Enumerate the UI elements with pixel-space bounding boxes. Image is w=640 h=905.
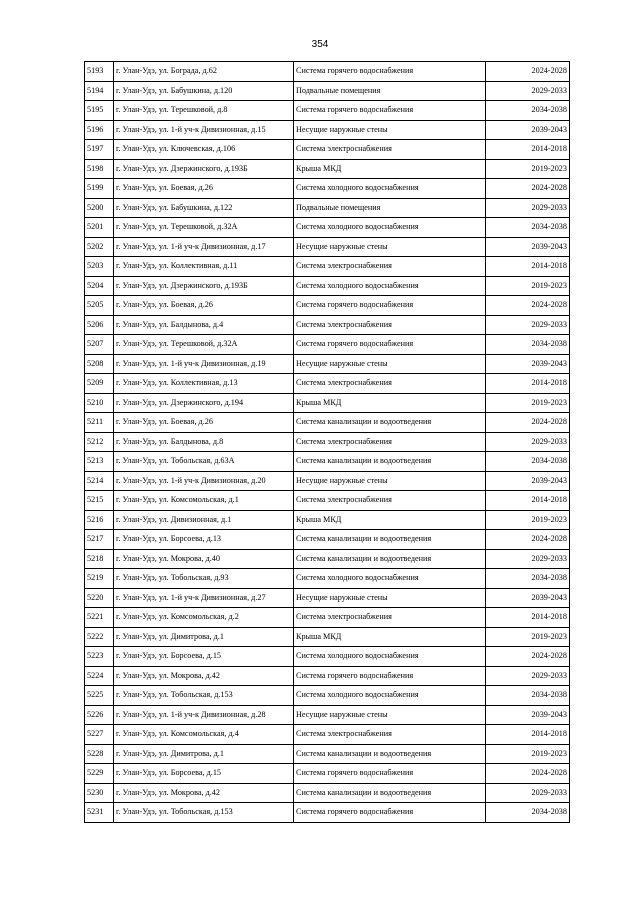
row-number-cell: 5215 <box>85 491 114 511</box>
building-system-cell: Система электроснабжения <box>294 432 486 452</box>
address-cell: г. Улан-Удэ, ул. Комсомольская, д.4 <box>114 725 294 745</box>
row-number-cell: 5204 <box>85 276 114 296</box>
row-number-cell: 5207 <box>85 335 114 355</box>
repair-period-cell: 2034-2038 <box>486 101 570 121</box>
row-number-cell: 5222 <box>85 627 114 647</box>
building-system-cell: Система электроснабжения <box>294 257 486 277</box>
row-number-cell: 5208 <box>85 354 114 374</box>
building-system-cell: Система горячего водоснабжения <box>294 666 486 686</box>
building-system-cell: Система электроснабжения <box>294 491 486 511</box>
row-number-cell: 5201 <box>85 218 114 238</box>
table-row <box>85 510 570 530</box>
repair-period-cell: 2029-2033 <box>486 315 570 335</box>
address-cell: г. Улан-Удэ, ул. Тобольская, д.93 <box>114 569 294 589</box>
row-number-cell: 5230 <box>85 783 114 803</box>
row-number-cell: 5219 <box>85 569 114 589</box>
row-number-cell: 5216 <box>85 510 114 530</box>
row-number-cell: 5227 <box>85 725 114 745</box>
building-system-cell: Система горячего водоснабжения <box>294 62 486 82</box>
repair-period-cell: 2014-2018 <box>486 257 570 277</box>
table-row <box>85 120 570 140</box>
row-number-cell: 5210 <box>85 393 114 413</box>
row-number-cell: 5223 <box>85 647 114 667</box>
table-row <box>85 764 570 784</box>
table-body <box>85 62 570 823</box>
table-row <box>85 549 570 569</box>
address-cell: г. Улан-Удэ, ул. Тобольская, д.153 <box>114 803 294 823</box>
address-cell: г. Улан-Удэ, ул. 1-й уч-к Дивизионная, д.17 <box>114 237 294 257</box>
repair-period-cell: 2034-2038 <box>486 686 570 706</box>
building-system-cell: Крыша МКД <box>294 393 486 413</box>
building-system-cell: Несущие наружные стены <box>294 354 486 374</box>
repair-period-cell: 2029-2033 <box>486 81 570 101</box>
building-system-cell: Система канализации и водоотведения <box>294 783 486 803</box>
row-number-cell: 5198 <box>85 159 114 179</box>
building-system-cell: Система канализации и водоотведения <box>294 549 486 569</box>
address-cell: г. Улан-Удэ, ул. Дивизионная, д.1 <box>114 510 294 530</box>
row-number-cell: 5217 <box>85 530 114 550</box>
table-row <box>85 140 570 160</box>
address-cell: г. Улан-Удэ, ул. Комсомольская, д.2 <box>114 608 294 628</box>
table-row <box>85 257 570 277</box>
row-number-cell: 5224 <box>85 666 114 686</box>
table-row <box>85 81 570 101</box>
table-row <box>85 101 570 121</box>
repair-period-cell: 2014-2018 <box>486 608 570 628</box>
table-row <box>85 452 570 472</box>
table-row <box>85 725 570 745</box>
repair-period-cell: 2029-2033 <box>486 666 570 686</box>
repair-period-cell: 2039-2043 <box>486 588 570 608</box>
building-system-cell: Система горячего водоснабжения <box>294 764 486 784</box>
building-system-cell: Система холодного водоснабжения <box>294 276 486 296</box>
repair-period-cell: 2029-2033 <box>486 783 570 803</box>
table-row <box>85 705 570 725</box>
row-number-cell: 5195 <box>85 101 114 121</box>
repair-period-cell: 2039-2043 <box>486 354 570 374</box>
building-system-cell: Подвальные помещения <box>294 81 486 101</box>
address-cell: г. Улан-Удэ, ул. 1-й уч-к Дивизионная, д.27 <box>114 588 294 608</box>
table-row <box>85 237 570 257</box>
building-system-cell: Система электроснабжения <box>294 140 486 160</box>
address-cell: г. Улан-Удэ, ул. 1-й уч-к Дивизионная, д.28 <box>114 705 294 725</box>
repair-period-cell: 2024-2028 <box>486 647 570 667</box>
address-cell: г. Улан-Удэ, ул. Бабушкина, д.120 <box>114 81 294 101</box>
address-cell: г. Улан-Удэ, ул. Боевая, д.26 <box>114 179 294 199</box>
building-system-cell: Несущие наружные стены <box>294 588 486 608</box>
building-system-cell: Система холодного водоснабжения <box>294 647 486 667</box>
row-number-cell: 5203 <box>85 257 114 277</box>
repair-period-cell: 2029-2033 <box>486 432 570 452</box>
repair-period-cell: 2019-2023 <box>486 276 570 296</box>
repair-period-cell: 2034-2038 <box>486 452 570 472</box>
address-cell: г. Улан-Удэ, ул. 1-й уч-к Дивизионная, д.15 <box>114 120 294 140</box>
address-cell: г. Улан-Удэ, ул. Боевая, д.26 <box>114 413 294 433</box>
address-cell: г. Улан-Удэ, ул. Борсоева, д.15 <box>114 764 294 784</box>
address-cell: г. Улан-Удэ, ул. Бограда, д.62 <box>114 62 294 82</box>
repair-period-cell: 2039-2043 <box>486 705 570 725</box>
address-cell: г. Улан-Удэ, ул. Димитрова, д.1 <box>114 627 294 647</box>
building-system-cell: Подвальные помещения <box>294 198 486 218</box>
table-row <box>85 62 570 82</box>
address-cell: г. Улан-Удэ, ул. Борсоева, д.13 <box>114 530 294 550</box>
row-number-cell: 5212 <box>85 432 114 452</box>
repair-period-cell: 2029-2033 <box>486 549 570 569</box>
repair-period-cell: 2024-2028 <box>486 62 570 82</box>
table-row <box>85 335 570 355</box>
table-row <box>85 491 570 511</box>
building-system-cell: Несущие наружные стены <box>294 120 486 140</box>
table-row <box>85 432 570 452</box>
address-cell: г. Улан-Удэ, ул. Коллективная, д.11 <box>114 257 294 277</box>
building-system-cell: Система электроснабжения <box>294 315 486 335</box>
table-row <box>85 393 570 413</box>
address-cell: г. Улан-Удэ, ул. Терешковой, д.32А <box>114 218 294 238</box>
address-cell: г. Улан-Удэ, ул. Боевая, д.26 <box>114 296 294 316</box>
repair-period-cell: 2034-2038 <box>486 803 570 823</box>
row-number-cell: 5194 <box>85 81 114 101</box>
repair-period-cell: 2039-2043 <box>486 120 570 140</box>
table-row <box>85 530 570 550</box>
repair-period-cell: 2024-2028 <box>486 296 570 316</box>
table-row <box>85 803 570 823</box>
row-number-cell: 5193 <box>85 62 114 82</box>
table-row <box>85 296 570 316</box>
repair-period-cell: 2014-2018 <box>486 140 570 160</box>
building-system-cell: Крыша МКД <box>294 510 486 530</box>
repair-period-cell: 2019-2023 <box>486 744 570 764</box>
address-cell: г. Улан-Удэ, ул. Комсомольская, д.1 <box>114 491 294 511</box>
address-cell: г. Улан-Удэ, ул. Дзержинского, д.193Б <box>114 159 294 179</box>
repair-period-cell: 2024-2028 <box>486 179 570 199</box>
row-number-cell: 5231 <box>85 803 114 823</box>
repair-schedule-table <box>84 61 570 823</box>
table-row <box>85 569 570 589</box>
repair-period-cell: 2024-2028 <box>486 530 570 550</box>
building-system-cell: Система канализации и водоотведения <box>294 452 486 472</box>
repair-period-cell: 2019-2023 <box>486 393 570 413</box>
table-row <box>85 218 570 238</box>
building-system-cell: Система горячего водоснабжения <box>294 335 486 355</box>
table-row <box>85 413 570 433</box>
table-row <box>85 588 570 608</box>
row-number-cell: 5229 <box>85 764 114 784</box>
repair-period-cell: 2024-2028 <box>486 413 570 433</box>
row-number-cell: 5202 <box>85 237 114 257</box>
address-cell: г. Улан-Удэ, ул. Дзержинского, д.193Б <box>114 276 294 296</box>
table-row <box>85 686 570 706</box>
building-system-cell: Система канализации и водоотведения <box>294 413 486 433</box>
address-cell: г. Улан-Удэ, ул. Борсоева, д.15 <box>114 647 294 667</box>
row-number-cell: 5225 <box>85 686 114 706</box>
row-number-cell: 5209 <box>85 374 114 394</box>
address-cell: г. Улан-Удэ, ул. Терешковой, д.32А <box>114 335 294 355</box>
building-system-cell: Крыша МКД <box>294 159 486 179</box>
building-system-cell: Система электроснабжения <box>294 608 486 628</box>
building-system-cell: Система канализации и водоотведения <box>294 530 486 550</box>
row-number-cell: 5199 <box>85 179 114 199</box>
repair-period-cell: 2034-2038 <box>486 335 570 355</box>
table-row <box>85 276 570 296</box>
repair-period-cell: 2014-2018 <box>486 491 570 511</box>
row-number-cell: 5221 <box>85 608 114 628</box>
address-cell: г. Улан-Удэ, ул. Балдынова, д.8 <box>114 432 294 452</box>
address-cell: г. Улан-Удэ, ул. 1-й уч-к Дивизионная, д.20 <box>114 471 294 491</box>
table-row <box>85 315 570 335</box>
row-number-cell: 5200 <box>85 198 114 218</box>
address-cell: г. Улан-Удэ, ул. Ключевская, д.106 <box>114 140 294 160</box>
table-row <box>85 198 570 218</box>
building-system-cell: Система холодного водоснабжения <box>294 686 486 706</box>
repair-period-cell: 2039-2043 <box>486 237 570 257</box>
table-row <box>85 627 570 647</box>
row-number-cell: 5218 <box>85 549 114 569</box>
building-system-cell: Система горячего водоснабжения <box>294 296 486 316</box>
table-row <box>85 159 570 179</box>
address-cell: г. Улан-Удэ, ул. Балдынова, д.4 <box>114 315 294 335</box>
address-cell: г. Улан-Удэ, ул. Дзержинского, д.194 <box>114 393 294 413</box>
building-system-cell: Несущие наружные стены <box>294 237 486 257</box>
building-system-cell: Система горячего водоснабжения <box>294 101 486 121</box>
repair-period-cell: 2024-2028 <box>486 764 570 784</box>
building-system-cell: Система горячего водоснабжения <box>294 803 486 823</box>
row-number-cell: 5197 <box>85 140 114 160</box>
repair-period-cell: 2039-2043 <box>486 471 570 491</box>
table-row <box>85 374 570 394</box>
table-row <box>85 647 570 667</box>
repair-period-cell: 2014-2018 <box>486 725 570 745</box>
repair-period-cell: 2014-2018 <box>486 374 570 394</box>
building-system-cell: Система холодного водоснабжения <box>294 569 486 589</box>
repair-period-cell: 2029-2033 <box>486 198 570 218</box>
repair-period-cell: 2019-2023 <box>486 159 570 179</box>
page-number: 354 <box>311 39 329 50</box>
row-number-cell: 5228 <box>85 744 114 764</box>
row-number-cell: 5214 <box>85 471 114 491</box>
address-cell: г. Улан-Удэ, ул. Бабушкина, д.122 <box>114 198 294 218</box>
address-cell: г. Улан-Удэ, ул. Терешковой, д.8 <box>114 101 294 121</box>
table-row <box>85 744 570 764</box>
address-cell: г. Улан-Удэ, ул. Димитрова, д.1 <box>114 744 294 764</box>
address-cell: г. Улан-Удэ, ул. Мокрова, д.42 <box>114 783 294 803</box>
table-row <box>85 666 570 686</box>
table-row <box>85 179 570 199</box>
row-number-cell: 5226 <box>85 705 114 725</box>
address-cell: г. Улан-Удэ, ул. Тобольская, д.153 <box>114 686 294 706</box>
repair-period-cell: 2019-2023 <box>486 627 570 647</box>
table-row <box>85 608 570 628</box>
table-row <box>85 354 570 374</box>
row-number-cell: 5213 <box>85 452 114 472</box>
row-number-cell: 5196 <box>85 120 114 140</box>
address-cell: г. Улан-Удэ, ул. Мокрова, д.40 <box>114 549 294 569</box>
building-system-cell: Система холодного водоснабжения <box>294 179 486 199</box>
building-system-cell: Система электроснабжения <box>294 374 486 394</box>
building-system-cell: Несущие наружные стены <box>294 471 486 491</box>
table-row <box>85 783 570 803</box>
building-system-cell: Крыша МКД <box>294 627 486 647</box>
address-cell: г. Улан-Удэ, ул. 1-й уч-к Дивизионная, д.19 <box>114 354 294 374</box>
address-cell: г. Улан-Удэ, ул. Мокрова, д.42 <box>114 666 294 686</box>
building-system-cell: Система электроснабжения <box>294 725 486 745</box>
building-system-cell: Несущие наружные стены <box>294 705 486 725</box>
address-cell: г. Улан-Удэ, ул. Коллективная, д.13 <box>114 374 294 394</box>
building-system-cell: Система холодного водоснабжения <box>294 218 486 238</box>
repair-period-cell: 2034-2038 <box>486 569 570 589</box>
row-number-cell: 5205 <box>85 296 114 316</box>
building-system-cell: Система канализации и водоотведения <box>294 744 486 764</box>
repair-period-cell: 2034-2038 <box>486 218 570 238</box>
repair-period-cell: 2019-2023 <box>486 510 570 530</box>
row-number-cell: 5206 <box>85 315 114 335</box>
row-number-cell: 5211 <box>85 413 114 433</box>
table-row <box>85 471 570 491</box>
row-number-cell: 5220 <box>85 588 114 608</box>
address-cell: г. Улан-Удэ, ул. Тобольская, д.63А <box>114 452 294 472</box>
